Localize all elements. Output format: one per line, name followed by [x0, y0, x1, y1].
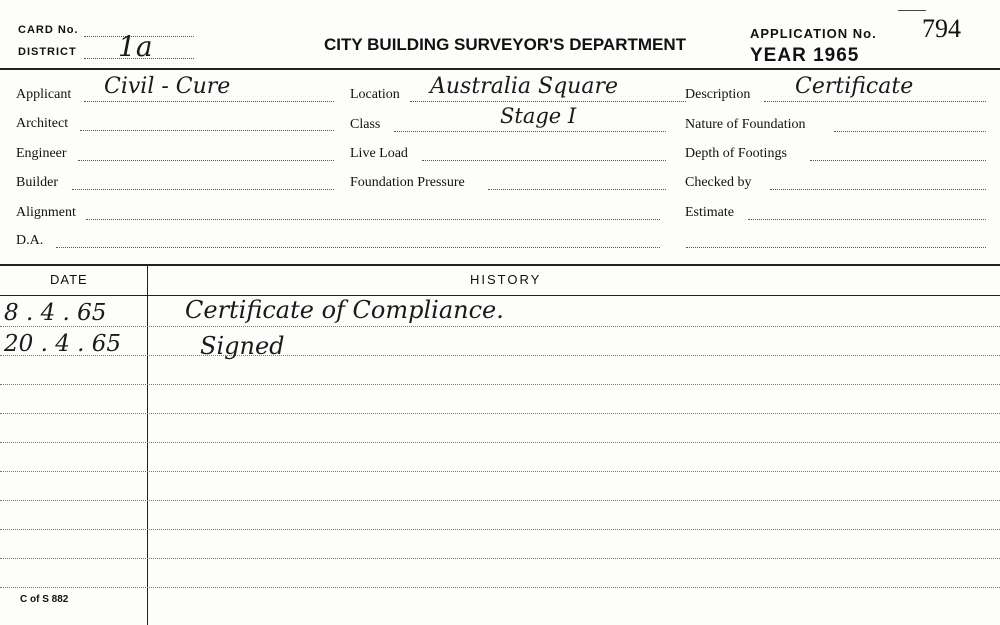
location-value: Australia Square — [430, 74, 618, 99]
table-rule — [0, 500, 1000, 501]
district-value: 1a — [118, 30, 153, 63]
application-label: APPLICATION No. — [750, 26, 877, 41]
da-label: D.A. — [16, 233, 44, 248]
district-label: DISTRICT — [18, 46, 77, 58]
table-rule — [0, 587, 1000, 588]
table-rule — [0, 326, 1000, 327]
table-rule — [0, 558, 1000, 559]
estimate-line — [748, 219, 986, 220]
foundation-pressure-line — [488, 189, 666, 190]
table-rule — [0, 413, 1000, 414]
da-line — [56, 247, 660, 248]
nature-line — [834, 131, 986, 132]
location-line — [410, 101, 686, 102]
description-line — [764, 101, 986, 102]
table-rule — [0, 384, 1000, 385]
checked-line — [770, 189, 986, 190]
header-rule — [0, 68, 1000, 70]
table-rule — [0, 471, 1000, 472]
row-date: 20 . 4 . 65 — [4, 331, 122, 357]
engineer-line — [78, 160, 334, 161]
description-value: Certificate — [795, 74, 914, 99]
architect-line — [80, 130, 334, 131]
table-rule — [0, 355, 1000, 356]
depth-line — [810, 160, 986, 161]
alignment-label: Alignment — [16, 205, 76, 220]
card-no-label: CARD No. — [18, 24, 79, 36]
alignment-line — [86, 219, 660, 220]
table-rule — [0, 529, 1000, 530]
table-top-rule — [0, 264, 1000, 266]
applicant-line — [84, 101, 334, 102]
history-header: HISTORY — [470, 272, 542, 287]
checked-label: Checked by — [685, 175, 752, 190]
applicant-label: Applicant — [16, 87, 72, 102]
application-number: 794 — [922, 14, 961, 43]
year-label: YEAR 1965 — [750, 45, 860, 66]
table-column-divider — [147, 266, 148, 625]
row-date: 8 . 4 . 65 — [4, 300, 107, 326]
estimate-label: Estimate — [685, 205, 734, 220]
engineer-label: Engineer — [16, 146, 67, 161]
architect-label: Architect — [16, 116, 69, 131]
builder-label: Builder — [16, 175, 58, 190]
estimate-extra-line — [686, 247, 986, 248]
form-code: C of S 882 — [20, 594, 69, 605]
application-dash — [898, 10, 926, 11]
class-line — [394, 131, 666, 132]
class-value: Stage I — [500, 104, 577, 128]
depth-label: Depth of Footings — [685, 146, 787, 161]
table-rule — [0, 442, 1000, 443]
live-load-label: Live Load — [350, 146, 408, 161]
nature-label: Nature of Foundation — [685, 117, 806, 132]
row-history: Signed — [200, 332, 285, 360]
description-label: Description — [685, 87, 751, 102]
row-history: Certificate of Compliance. — [185, 296, 504, 324]
applicant-value: Civil - Cure — [104, 74, 231, 99]
live-load-line — [422, 160, 666, 161]
class-label: Class — [350, 117, 381, 132]
location-label: Location — [350, 87, 400, 102]
date-header: DATE — [50, 272, 88, 287]
builder-line — [72, 189, 334, 190]
department-title: CITY BUILDING SURVEYOR'S DEPARTMENT — [324, 35, 687, 54]
foundation-pressure-label: Foundation Pressure — [350, 175, 465, 190]
